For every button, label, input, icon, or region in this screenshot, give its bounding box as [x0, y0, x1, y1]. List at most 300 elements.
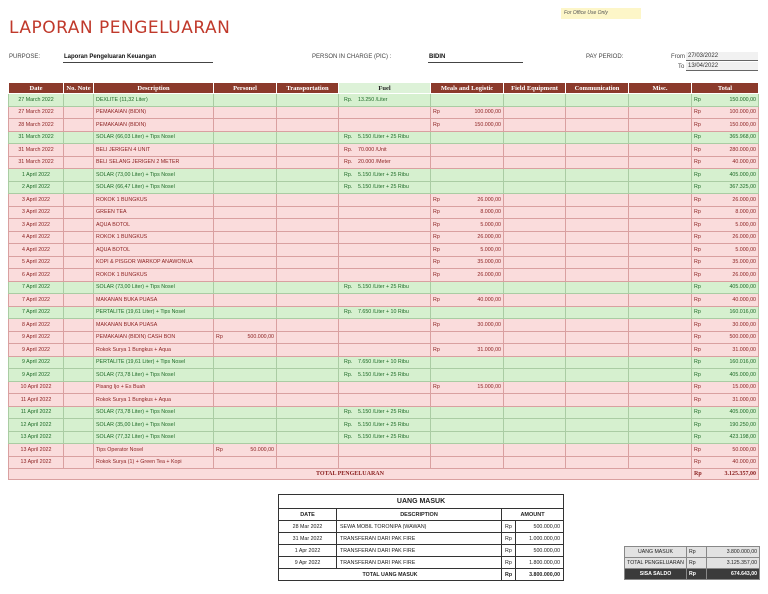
table-row[interactable] [9, 331, 759, 344]
meals-cell [431, 256, 504, 269]
meals-cell [431, 344, 504, 357]
meals-cell [431, 219, 504, 232]
date-cell: 9 April 2022 [9, 331, 64, 344]
personel-cell [214, 406, 277, 419]
um-amount: 500.000,00 [516, 521, 564, 533]
purpose-underline [63, 62, 213, 63]
fuel-cell [339, 344, 431, 357]
meals-cell [431, 119, 504, 132]
fuel-rp: Rp. [344, 159, 353, 166]
personel-cell [214, 94, 277, 107]
row-total-value: 5.000,00 [735, 221, 756, 228]
expense-table [8, 82, 759, 480]
date-cell: 31 March 2022 [9, 144, 64, 157]
note-cell [64, 119, 94, 132]
description-cell: Rokok Surya (1) + Green Tea + Kopi [94, 456, 214, 469]
personel-cell [214, 344, 277, 357]
description-cell: MAKANAN BUKA PUASA [94, 294, 214, 307]
description-cell: AQUA BOTOL [94, 219, 214, 232]
note-cell [64, 269, 94, 282]
summary-label: UANG MASUK [625, 547, 687, 558]
total-cell [692, 106, 759, 119]
pic-value[interactable]: BIDIN [429, 54, 446, 60]
note-cell [64, 344, 94, 357]
meals-cell-value: 35.000,00 [477, 259, 501, 266]
row-total-value: 150.000,00 [729, 121, 756, 128]
misc-cell [629, 194, 692, 207]
date-cell: 9 April 2022 [9, 356, 64, 369]
transportation-cell [277, 206, 339, 219]
date-cell: 10 April 2022 [9, 381, 64, 394]
misc-cell [629, 294, 692, 307]
total-rp: Rp [694, 321, 701, 328]
communication-cell [566, 356, 629, 369]
um-rp: Rp [502, 557, 516, 569]
fuel-rate: 7.650 /Liter + 10 Ribu [358, 309, 409, 316]
row-total-value: 26.000,00 [732, 234, 756, 241]
meals-cell [431, 306, 504, 319]
table-row[interactable] [9, 306, 759, 319]
table-row[interactable] [9, 406, 759, 419]
transportation-cell [277, 406, 339, 419]
fuel-cell [339, 381, 431, 394]
description-cell: KOPI & PISGOR WARKOP ANAWONUA [94, 256, 214, 269]
fuel-rp: Rp. [344, 309, 353, 316]
total-rp: Rp [694, 209, 701, 216]
field-equipment-cell [504, 94, 566, 107]
table-row[interactable] [9, 244, 759, 257]
fuel-rp: Rp. [344, 359, 353, 366]
total-rp: Rp [694, 109, 701, 116]
misc-cell [629, 356, 692, 369]
date-cell: 7 April 2022 [9, 306, 64, 319]
total-rp: Rp [694, 346, 701, 353]
um-date: 9 Apr 2022 [279, 557, 337, 569]
description-cell: SOLAR (73,00 Liter) + Tips Nosel [94, 281, 214, 294]
communication-cell [566, 344, 629, 357]
misc-cell [629, 456, 692, 469]
row-total-value: 35.000,00 [732, 259, 756, 266]
total-rp: Rp [694, 296, 701, 303]
transportation-cell [277, 331, 339, 344]
transportation-cell [277, 356, 339, 369]
col-communication: Communication [566, 83, 629, 94]
misc-cell [629, 131, 692, 144]
col-misc: Misc. [629, 83, 692, 94]
transportation-cell [277, 294, 339, 307]
summary-value: 3.125.357,00 [707, 558, 760, 569]
row-total-value: 367.325,00 [729, 184, 756, 191]
field-equipment-cell [504, 269, 566, 282]
note-cell [64, 256, 94, 269]
table-row[interactable] [9, 269, 759, 282]
meals-cell-rp: Rp [433, 234, 440, 241]
to-date-field[interactable]: 13/04/2022 [686, 62, 758, 71]
personel-cell [214, 231, 277, 244]
fuel-cell [339, 119, 431, 132]
total-cell [692, 344, 759, 357]
field-equipment-cell [504, 344, 566, 357]
transportation-cell [277, 381, 339, 394]
transportation-cell [277, 144, 339, 157]
total-cell [692, 144, 759, 157]
table-row[interactable] [9, 369, 759, 382]
meals-cell [431, 231, 504, 244]
total-cell [692, 281, 759, 294]
meals-cell [431, 331, 504, 344]
field-equipment-cell [504, 431, 566, 444]
fuel-rp: Rp. [344, 171, 353, 178]
meals-cell [431, 419, 504, 432]
description-cell: SOLAR (73,78 Liter) + Tips Nosel [94, 406, 214, 419]
meals-cell [431, 369, 504, 382]
date-cell: 3 April 2022 [9, 194, 64, 207]
personel-cell [214, 206, 277, 219]
row-total-value: 40.000,00 [732, 296, 756, 303]
description-cell: SOLAR (35,00 Liter) + Tips Nosel [94, 419, 214, 432]
personel-cell [214, 181, 277, 194]
total-row [9, 469, 759, 480]
communication-cell [566, 406, 629, 419]
communication-cell [566, 181, 629, 194]
description-cell: SOLAR (77,32 Liter) + Tips Nosel [94, 431, 214, 444]
total-rp: Rp [694, 371, 701, 378]
note-cell [64, 194, 94, 207]
communication-cell [566, 106, 629, 119]
fuel-cell [339, 194, 431, 207]
field-equipment-cell [504, 369, 566, 382]
personel-cell [214, 331, 277, 344]
description-cell: Rokok Surya 1 Bungkus + Aqua [94, 344, 214, 357]
purpose-value[interactable]: Laporan Pengeluaran Keuangan [64, 54, 157, 60]
from-label: From [671, 54, 685, 60]
total-cell [692, 156, 759, 169]
total-rp: Rp [694, 409, 701, 416]
table-row[interactable] [9, 231, 759, 244]
date-cell: 11 April 2022 [9, 394, 64, 407]
meals-cell-value: 150.000,00 [474, 121, 501, 128]
misc-cell [629, 94, 692, 107]
table-row[interactable] [9, 444, 759, 457]
date-cell: 7 April 2022 [9, 294, 64, 307]
personel-cell-value: 500.000,00 [247, 334, 274, 341]
communication-cell [566, 331, 629, 344]
personel-cell [214, 431, 277, 444]
row-total-value: 190.250,00 [729, 421, 756, 428]
field-equipment-cell [504, 194, 566, 207]
meals-cell-value: 30.000,00 [477, 321, 501, 328]
date-cell: 31 March 2022 [9, 156, 64, 169]
meals-cell [431, 206, 504, 219]
table-row[interactable] [9, 119, 759, 132]
fuel-rp: Rp. [344, 134, 353, 141]
uang-masuk-title: UANG MASUK [279, 495, 564, 509]
total-rp: Rp [694, 196, 701, 203]
fuel-rate: 5.150 /Liter + 25 Ribu [358, 371, 409, 378]
row-total-value: 405.000,00 [729, 171, 756, 178]
pic-label: PERSON IN CHARGE (PIC) : [312, 54, 392, 60]
field-equipment-cell [504, 231, 566, 244]
field-equipment-cell [504, 106, 566, 119]
table-row[interactable] [9, 194, 759, 207]
table-row[interactable] [9, 294, 759, 307]
date-cell: 4 April 2022 [9, 231, 64, 244]
fuel-rp: Rp. [344, 434, 353, 441]
meals-cell-value: 100.000,00 [474, 109, 501, 116]
personel-cell [214, 444, 277, 457]
date-cell: 8 April 2022 [9, 319, 64, 332]
personel-cell [214, 419, 277, 432]
field-equipment-cell [504, 294, 566, 307]
summary-value: 674.643,00 [707, 569, 760, 580]
table-row[interactable] [9, 181, 759, 194]
transportation-cell [277, 169, 339, 182]
um-description: TRANSFERAN DARI PAK FIRE [337, 533, 502, 545]
transportation-cell [277, 256, 339, 269]
row-total-value: 160.016,00 [729, 359, 756, 366]
communication-cell [566, 381, 629, 394]
to-label: To [678, 64, 685, 70]
total-rp: Rp [694, 271, 701, 278]
communication-cell [566, 131, 629, 144]
note-cell [64, 319, 94, 332]
summary-row [625, 547, 760, 558]
fuel-cell [339, 169, 431, 182]
fuel-cell [339, 394, 431, 407]
um-total-row [279, 569, 564, 581]
table-row[interactable] [9, 106, 759, 119]
total-cell [692, 269, 759, 282]
row-total-value: 405.000,00 [729, 409, 756, 416]
table-row[interactable] [9, 144, 759, 157]
total-label: TOTAL PENGELUARAN [9, 469, 692, 480]
table-row[interactable] [9, 456, 759, 469]
fuel-cell [339, 206, 431, 219]
col-total: Total [692, 83, 759, 94]
description-cell: PERTALITE (19,61 Liter) + Tips Nosel [94, 306, 214, 319]
table-row[interactable] [9, 169, 759, 182]
meals-cell [431, 381, 504, 394]
personel-cell [214, 306, 277, 319]
table-row[interactable] [9, 156, 759, 169]
row-total-value: 31.000,00 [732, 396, 756, 403]
total-rp: Rp [694, 434, 701, 441]
table-row[interactable] [9, 206, 759, 219]
meals-cell-rp: Rp [433, 109, 440, 116]
transportation-cell [277, 369, 339, 382]
meals-cell-rp: Rp [433, 221, 440, 228]
table-row[interactable] [9, 281, 759, 294]
total-rp: Rp [694, 396, 701, 403]
meals-cell [431, 244, 504, 257]
meals-cell [431, 156, 504, 169]
description-cell: Pisang Ijo + Es Buah [94, 381, 214, 394]
fuel-rp: Rp. [344, 421, 353, 428]
transportation-cell [277, 119, 339, 132]
summary-row [625, 569, 760, 580]
fuel-rate: 70.000 /Unit [358, 146, 387, 153]
field-equipment-cell [504, 444, 566, 457]
table-header-row [9, 83, 759, 94]
total-cell [692, 444, 759, 457]
meals-cell-rp: Rp [433, 346, 440, 353]
from-date-field[interactable]: 27/03/2022 [686, 52, 758, 61]
personel-cell [214, 294, 277, 307]
personel-cell [214, 394, 277, 407]
table-row[interactable] [9, 94, 759, 107]
total-rp: Rp [694, 259, 701, 266]
date-cell: 7 April 2022 [9, 281, 64, 294]
note-cell [64, 106, 94, 119]
description-cell: BELI SELANG JERIGEN 2 METER [94, 156, 214, 169]
meals-cell-rp: Rp [433, 209, 440, 216]
um-rp: Rp [502, 533, 516, 545]
note-cell [64, 419, 94, 432]
description-cell: ROKOK 1 BUNGKUS [94, 269, 214, 282]
misc-cell [629, 331, 692, 344]
field-equipment-cell [504, 219, 566, 232]
field-equipment-cell [504, 306, 566, 319]
table-row[interactable] [9, 219, 759, 232]
row-total-value: 5.000,00 [735, 246, 756, 253]
total-cell [692, 119, 759, 132]
fuel-cell [339, 306, 431, 319]
field-equipment-cell [504, 456, 566, 469]
total-cell [692, 194, 759, 207]
um-row [279, 533, 564, 545]
personel-cell [214, 256, 277, 269]
table-row[interactable] [9, 419, 759, 432]
field-equipment-cell [504, 419, 566, 432]
um-col-description: DESCRIPTION [337, 509, 502, 521]
transportation-cell [277, 244, 339, 257]
row-total-value: 50.000,00 [732, 446, 756, 453]
table-row[interactable] [9, 256, 759, 269]
transportation-cell [277, 219, 339, 232]
description-cell: SOLAR (73,00 Liter) + Tips Nosel [94, 169, 214, 182]
table-row[interactable] [9, 381, 759, 394]
total-rp: Rp [694, 134, 701, 141]
field-equipment-cell [504, 394, 566, 407]
summary-rp: Rp [687, 547, 707, 558]
fuel-cell [339, 256, 431, 269]
date-cell: 13 April 2022 [9, 456, 64, 469]
meals-cell [431, 106, 504, 119]
meals-cell [431, 269, 504, 282]
misc-cell [629, 344, 692, 357]
meals-cell [431, 444, 504, 457]
personel-cell [214, 356, 277, 369]
fuel-cell [339, 231, 431, 244]
table-row[interactable] [9, 394, 759, 407]
description-cell: AQUA BOTOL [94, 244, 214, 257]
col-field-equipment: Field Equipment [504, 83, 566, 94]
um-date: 31 Mar 2022 [279, 533, 337, 545]
total-cell [692, 94, 759, 107]
personel-cell [214, 219, 277, 232]
transportation-cell [277, 181, 339, 194]
misc-cell [629, 156, 692, 169]
meals-cell [431, 456, 504, 469]
date-cell: 31 March 2022 [9, 131, 64, 144]
table-row[interactable] [9, 319, 759, 332]
col-date: Date [9, 83, 64, 94]
misc-cell [629, 206, 692, 219]
table-row[interactable] [9, 131, 759, 144]
communication-cell [566, 144, 629, 157]
fuel-rate: 5.150 /Liter + 25 Ribu [358, 409, 409, 416]
total-rp: Rp [694, 471, 702, 477]
misc-cell [629, 181, 692, 194]
um-col-date: DATE [279, 509, 337, 521]
row-total-value: 15.000,00 [732, 384, 756, 391]
total-rp: Rp [694, 171, 701, 178]
total-rp: Rp [694, 221, 701, 228]
total-rp: Rp [694, 284, 701, 291]
description-cell: GREEN TEA [94, 206, 214, 219]
summary-row [625, 558, 760, 569]
field-equipment-cell [504, 206, 566, 219]
row-total-value: 100.000,00 [729, 109, 756, 116]
personel-cell [214, 244, 277, 257]
date-cell: 6 April 2022 [9, 269, 64, 282]
description-cell: SOLAR (66,47 Liter) + Tips Nosel [94, 181, 214, 194]
date-cell: 11 April 2022 [9, 406, 64, 419]
personel-cell [214, 281, 277, 294]
meals-cell-rp: Rp [433, 296, 440, 303]
transportation-cell [277, 269, 339, 282]
communication-cell [566, 94, 629, 107]
communication-cell [566, 194, 629, 207]
meals-cell-rp: Rp [433, 271, 440, 278]
pic-underline [428, 62, 523, 63]
field-equipment-cell [504, 244, 566, 257]
table-row[interactable] [9, 431, 759, 444]
table-row[interactable] [9, 356, 759, 369]
page-title: LAPORAN PENGELUARAN [9, 18, 231, 38]
description-cell: PEMAKAIAN (BIDIN) [94, 119, 214, 132]
fuel-rp: Rp. [344, 371, 353, 378]
meals-cell-rp: Rp [433, 196, 440, 203]
meals-cell [431, 131, 504, 144]
date-cell: 27 March 2022 [9, 94, 64, 107]
total-rp: Rp [694, 159, 701, 166]
summary-rp: Rp [687, 569, 707, 580]
note-cell [64, 156, 94, 169]
meals-cell-value: 8.000,00 [480, 209, 501, 216]
communication-cell [566, 156, 629, 169]
description-cell: ROKOK 1 BUNGKUS [94, 194, 214, 207]
communication-cell [566, 444, 629, 457]
um-amount: 1.000.000,00 [516, 533, 564, 545]
misc-cell [629, 394, 692, 407]
misc-cell [629, 256, 692, 269]
fuel-cell [339, 319, 431, 332]
description-cell: Tips Operator Nosel [94, 444, 214, 457]
communication-cell [566, 431, 629, 444]
total-rp: Rp [694, 121, 701, 128]
fuel-rp: Rp. [344, 184, 353, 191]
fuel-cell [339, 244, 431, 257]
table-row[interactable] [9, 344, 759, 357]
total-cell [692, 456, 759, 469]
date-cell: 3 April 2022 [9, 206, 64, 219]
total-rp: Rp [694, 146, 701, 153]
meals-cell-rp: Rp [433, 384, 440, 391]
fuel-cell [339, 94, 431, 107]
transportation-cell [277, 131, 339, 144]
field-equipment-cell [504, 281, 566, 294]
